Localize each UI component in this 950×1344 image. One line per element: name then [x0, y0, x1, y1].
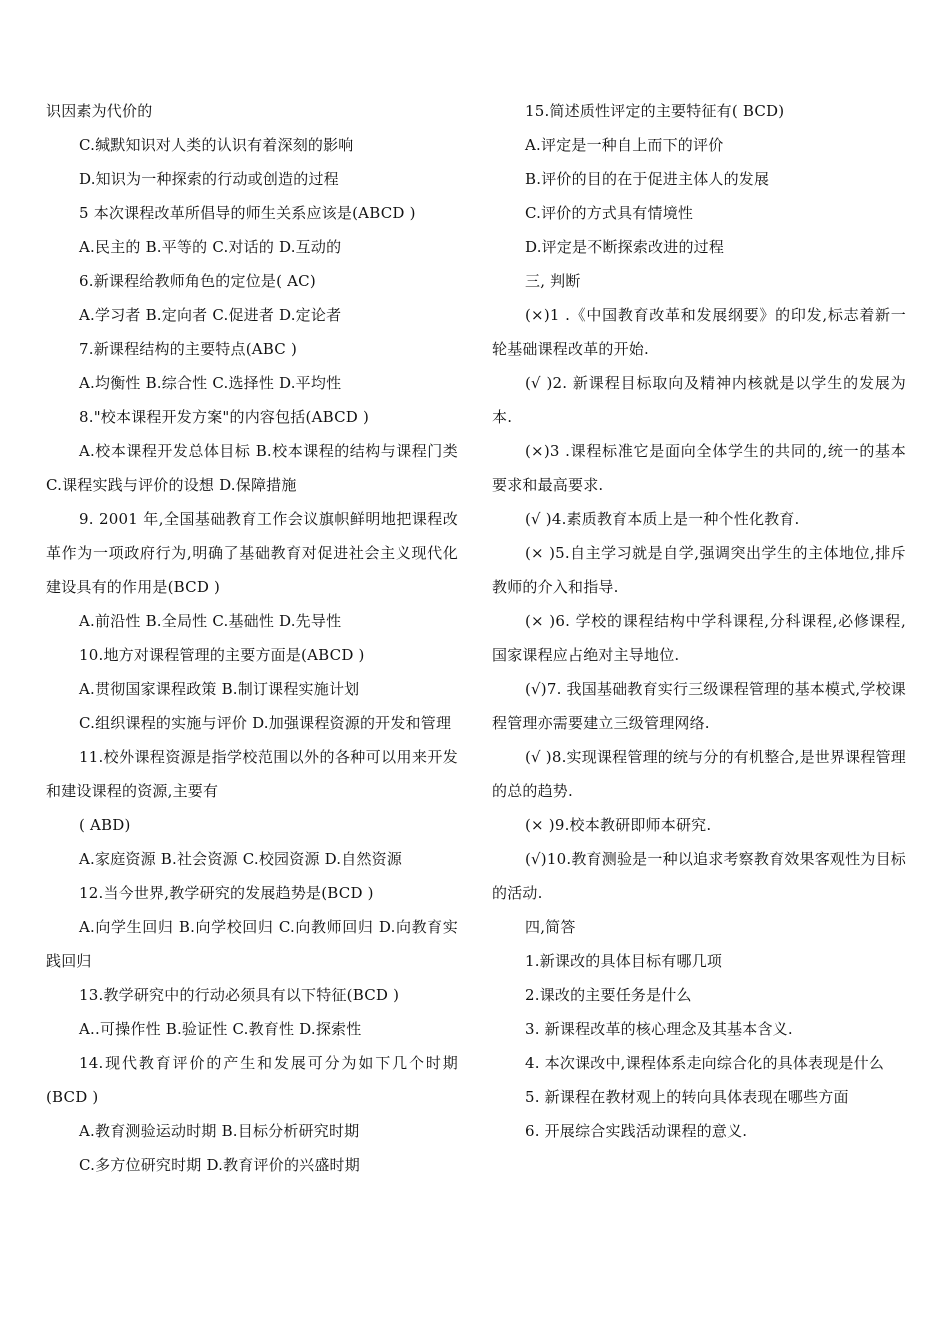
options-5: A.民主的 B.平等的 C.对话的 D.互动的: [79, 238, 342, 256]
option-15c: C.评价的方式具有情境性: [525, 204, 694, 222]
question-6: 6.新课程给教师角色的定位是( AC): [79, 272, 316, 290]
question-14: 14.现代教育评价的产生和发展可分为如下几个时期(BCD ): [46, 1054, 458, 1106]
question-7: 7.新课程结构的主要特点(ABC ): [79, 340, 297, 358]
paragraph: 识因素为代价的: [46, 102, 153, 120]
options-11: A.家庭资源 B.社会资源 C.校园资源 D.自然资源: [79, 850, 403, 868]
short-answer-6: 6. 开展综合实践活动课程的意义.: [525, 1122, 748, 1140]
question-5: 5 本次课程改革所倡导的师生关系应该是(ABCD ): [79, 204, 416, 222]
options-8: A.校本课程开发总体目标 B.校本课程的结构与课程门类 C.课程实践与评价的设想 D.保障措施: [46, 442, 458, 494]
options-14b: C.多方位研究时期 D.教育评价的兴盛时期: [79, 1156, 360, 1174]
options-7: A.均衡性 B.综合性 C.选择性 D.平均性: [79, 374, 342, 392]
answer-11: ( ABD): [79, 816, 131, 834]
question-11: 11.校外课程资源是指学校范围以外的各种可以用来开发和建设课程的资源,主要有: [46, 748, 458, 800]
judgement-1: (×)1 .《中国教育改革和发展纲要》的印发,标志着新一轮基础课程改革的开始.: [492, 306, 906, 358]
options-12: A.向学生回归 B.向学校回归 C.向教师回归 D.向教育实践回归: [46, 918, 458, 970]
short-answer-5: 5. 新课程在教材观上的转向具体表现在哪些方面: [525, 1088, 849, 1106]
judgement-10: (√)10.教育测验是一种以追求考察教育效果客观性为目标的活动.: [492, 850, 906, 902]
judgement-2: (√ )2. 新课程目标取向及精神内核就是以学生的发展为本.: [492, 374, 906, 426]
judgement-8: (√ )8.实现课程管理的统与分的有机整合,是世界课程管理的总的趋势.: [492, 748, 906, 800]
options-6: A.学习者 B.定向者 C.促进者 D.定论者: [79, 306, 342, 324]
judgement-7: (√)7. 我国基础教育实行三级课程管理的基本模式,学校课程管理亦需要建立三级管理网络.: [492, 680, 906, 732]
option-15a: A.评定是一种自上而下的评价: [525, 136, 724, 154]
paragraph: C.缄默知识对人类的认识有着深刻的影响: [79, 136, 354, 154]
left-column: [46, 94, 458, 1182]
question-13: 13.教学研究中的行动必须具有以下特征(BCD ): [79, 986, 400, 1004]
section-heading-judgement: 三, 判断: [525, 272, 581, 290]
option-15b: B.评价的目的在于促进主体人的发展: [525, 170, 770, 188]
short-answer-2: 2.课改的主要任务是什么: [525, 986, 692, 1004]
option-15d: D.评定是不断探索改进的过程: [525, 238, 725, 256]
judgement-4: (√ )4.素质教育本质上是一种个性化教育.: [525, 510, 800, 528]
options-10a: A.贯彻国家课程政策 B.制订课程实施计划: [79, 680, 360, 698]
judgement-5: (× )5.自主学习就是自学,强调突出学生的主体地位,排斥教师的介入和指导.: [492, 544, 906, 596]
paragraph: D.知识为一种探索的行动或创造的过程: [79, 170, 339, 188]
options-10b: C.组织课程的实施与评价 D.加强课程资源的开发和管理: [79, 714, 452, 732]
judgement-3: (×)3 .课程标准它是面向全体学生的共同的,统一的基本要求和最高要求.: [492, 442, 906, 494]
judgement-9: (× )9.校本教研即师本研究.: [525, 816, 712, 834]
section-heading-short-answer: 四,简答: [525, 918, 576, 936]
right-column: [492, 94, 906, 1148]
judgement-6: (× )6. 学校的课程结构中学科课程,分科课程,必修课程,国家课程应占绝对主导地位.: [492, 612, 906, 664]
question-10: 10.地方对课程管理的主要方面是(ABCD ): [79, 646, 365, 664]
question-8: 8."校本课程开发方案"的内容包括(ABCD ): [79, 408, 370, 426]
question-12: 12.当今世界,教学研究的发展趋势是(BCD ): [79, 884, 374, 902]
question-15: 15.简述质性评定的主要特征有( BCD): [525, 102, 785, 120]
options-9: A.前沿性 B.全局性 C.基础性 D.先导性: [79, 612, 342, 630]
question-9: 9. 2001 年,全国基础教育工作会议旗帜鲜明地把课程改革作为一项政府行为,明确了基础教育对促进社会主义现代化建设具有的作用是(BCD ): [46, 510, 458, 596]
options-14a: A.教育测验运动时期 B.目标分析研究时期: [79, 1122, 360, 1140]
options-13: A..可操作性 B.验证性 C.教育性 D.探索性: [79, 1020, 362, 1038]
short-answer-3: 3. 新课程改革的核心理念及其基本含义.: [525, 1020, 793, 1038]
short-answer-1: 1.新课改的具体目标有哪几项: [525, 952, 723, 970]
short-answer-4: 4. 本次课改中,课程体系走向综合化的具体表现是什么: [525, 1054, 885, 1072]
